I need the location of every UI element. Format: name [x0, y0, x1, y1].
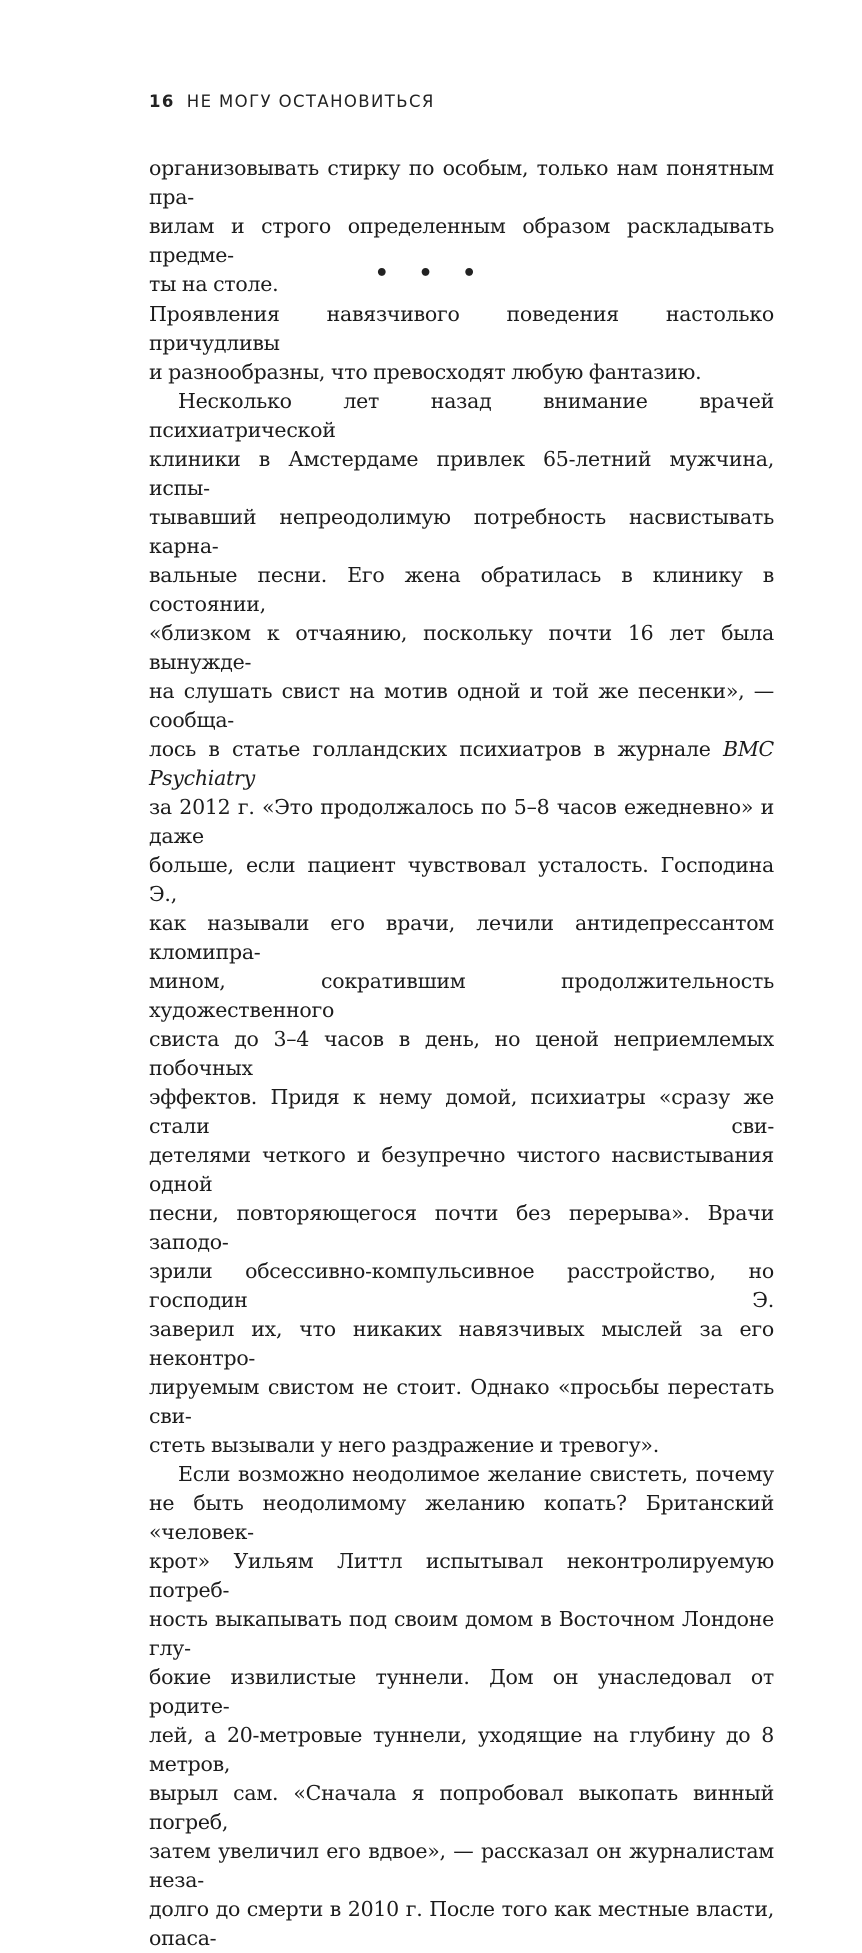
text-block-main [149, 300, 774, 1953]
journal-name: BMC Psychiatry [149, 737, 774, 790]
text-line: клиники в Амстердаме привлек 65-летний мужчина, испы- [149, 447, 774, 500]
text-line: стеть вызывали у него раздражение и тревогу». [149, 1433, 659, 1457]
text-line: мином, сократившим продолжительность художественного [149, 969, 774, 1022]
text-line: на слушать свист на мотив одной и той же песенки», — сообща- [149, 679, 774, 732]
text-line: детелями четкого и безупречно чистого насвистывания одной [149, 1143, 774, 1196]
text-line: вилам и строго определенным образом раскладывать предме- [149, 214, 774, 267]
text-line: и разнообразны, что превосходят любую фантазию. [149, 360, 702, 384]
text-line: Проявления навязчивого поведения настолько причудливы [149, 302, 774, 355]
text-line: за 2012 г. «Это продолжалось по 5–8 часов ежедневно» и даже [149, 795, 774, 848]
text-line: вырыл сам. «Сначала я попробовал выкопать винный погреб, [149, 1781, 774, 1834]
text-line: эффектов. Придя к нему домой, психиатры «сразу же стали сви- [149, 1085, 774, 1138]
text-line: больше, если пациент чувствовал усталость. Господина Э., [149, 853, 774, 906]
text-line [149, 735, 774, 793]
text-line: зрили обсессивно-компульсивное расстройство, но господин Э. [149, 1259, 774, 1312]
text-fragment: лось в статье голландских психиатров в журнале [149, 737, 723, 761]
text-line: крот» Уильям Литтл испытывал неконтролируемую потреб- [149, 1549, 774, 1602]
text-line: долго до смерти в 2010 г. После того как местные власти, опаса- [149, 1897, 774, 1950]
text-line: песни, повторяющегося почти без перерыва». Врачи заподо- [149, 1201, 774, 1254]
text-line: вальные песни. Его жена обратилась в клинику в состоянии, [149, 563, 774, 616]
text-line: ность выкапывать под своим домом в Восточном Лондоне глу- [149, 1607, 774, 1660]
text-line: ты на столе. [149, 272, 279, 296]
text-line: свиста до 3–4 часов в день, но ценой неприемлемых побочных [149, 1027, 774, 1080]
text-line: как называли его врачи, лечили антидепрессантом кломипра- [149, 911, 774, 964]
page-number: 16 [149, 92, 175, 111]
paragraph [149, 387, 774, 1460]
paragraph [149, 1460, 774, 1953]
text-line: тывавший непреодолимую потребность насвистывать карна- [149, 505, 774, 558]
text-line: лей, а 20-метровые туннели, уходящие на глубину до 8 метров, [149, 1723, 774, 1776]
paragraph [149, 300, 774, 387]
text-line: Несколько лет назад внимание врачей психиатрической [149, 389, 774, 442]
text-line: затем увеличил его вдвое», — рассказал он журналистам неза- [149, 1839, 774, 1892]
text-line: бокие извилистые туннели. Дом он унаследовал от родите- [149, 1665, 774, 1718]
text-line: «близком к отчаянию, поскольку почти 16 лет была вынужде- [149, 621, 774, 674]
book-title: НЕ МОГУ ОСТАНОВИТЬСЯ [186, 92, 435, 111]
text-line: лируемым свистом не стоит. Однако «просьбы перестать сви- [149, 1375, 774, 1428]
text-line: Если возможно неодолимое желание свистеть, почему [178, 1462, 774, 1486]
text-line: организовывать стирку по особым, только нам понятным пра- [149, 156, 774, 209]
running-header [149, 92, 435, 111]
text-line: заверил их, что никаких навязчивых мыслей за его неконтро- [149, 1317, 774, 1370]
text-line: не быть неодолимому желанию копать? Британский «человек- [149, 1491, 774, 1544]
section-separator: • • • [374, 261, 488, 286]
